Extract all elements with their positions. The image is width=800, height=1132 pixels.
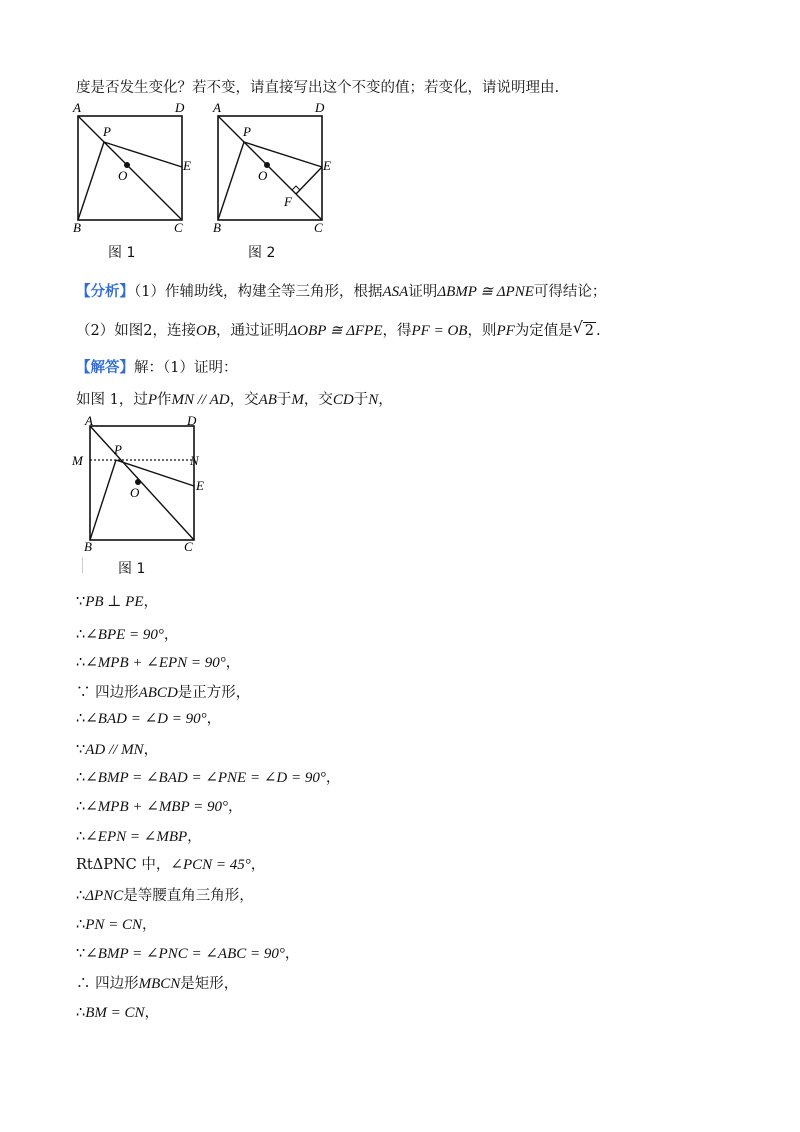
fig2-label-E: E <box>323 158 331 173</box>
fig3-label-D: D <box>187 414 197 428</box>
divider-mark <box>82 557 83 573</box>
proof-step: RtΔPNC 中，∠PCN = 45°， <box>76 857 266 873</box>
proof-step: ∴∠EPN = ∠MBP， <box>76 829 202 845</box>
fig1-label-D: D <box>175 100 185 115</box>
fig2-label-D: D <box>315 100 325 115</box>
fig2-caption: 图 2 <box>248 245 276 261</box>
fig3-label-A: A <box>85 414 93 428</box>
proof-step: ∵PB ⊥ PE， <box>76 594 158 610</box>
fig3-label-E: E <box>196 478 204 493</box>
fig1-label-O: O <box>118 168 128 183</box>
analysis-line-2: （2）如图2，连接OB，通过证明ΔOBP ≅ ΔFPE，得PF = OB，则PF为定值是 √ 2 . <box>76 318 601 339</box>
fig1-caption: 图 1 <box>108 245 136 261</box>
fig2-label-B: B <box>213 220 221 235</box>
fig3-caption: 图 1 <box>118 561 146 577</box>
fig1-label-P: P <box>103 124 111 139</box>
fig3-label-O: O <box>130 485 140 500</box>
proof-step: ∴∠MPB + ∠EPN = 90°， <box>76 655 241 671</box>
proof-step: ∴PN = CN， <box>76 917 157 933</box>
answer-line-2: 如图 1，过P作MN // AD，交AB于M，交CD于N， <box>76 392 393 408</box>
sqrt-two: √ 2 <box>572 318 595 339</box>
proof-step: ∵ 四边形ABCD是正方形， <box>76 685 251 701</box>
proof-step: ∴∠MPB + ∠MBP = 90°， <box>76 799 243 815</box>
fig1-label-C: C <box>174 220 183 235</box>
figure-2 <box>210 98 340 238</box>
fig2-label-C: C <box>314 220 323 235</box>
proof-step: ∵∠BMP = ∠PNC = ∠ABC = 90°， <box>76 946 300 962</box>
answer-tag: 【解答】 <box>76 359 134 376</box>
proof-step: ∴∠BAD = ∠D = 90°， <box>76 711 222 727</box>
fig3-label-B: B <box>84 539 92 554</box>
answer-line-1: 【解答】解：（1）证明： <box>76 359 238 376</box>
proof-step: ∴∠BMP = ∠BAD = ∠PNE = ∠D = 90°， <box>76 770 341 786</box>
figure-3 <box>70 414 220 554</box>
fig2-label-A: A <box>213 100 221 115</box>
proof-step: ∵AD // MN， <box>76 742 159 758</box>
fig2-label-F: F <box>284 194 292 209</box>
proof-step: ∴ 四边形MBCN是矩形， <box>76 976 239 992</box>
analysis-tag: 【分析】 <box>76 283 134 300</box>
fig3-label-P: P <box>114 442 122 457</box>
fig1-label-A: A <box>73 100 81 115</box>
fig3-label-M: M <box>72 453 83 468</box>
fig2-label-P: P <box>243 124 251 139</box>
figure-1 <box>70 98 200 238</box>
fig1-label-B: B <box>73 220 81 235</box>
analysis-line-1: 【分析】（1）作辅助线，构建全等三角形，根据ASA证明ΔBMP ≅ ΔPNE可得结论； <box>76 283 607 300</box>
fig3-label-N: N <box>190 453 199 468</box>
fig1-label-E: E <box>183 158 191 173</box>
intro-text: 度是否发生变化？若不变，请直接写出这个不变的值；若变化，请说明理由. <box>76 80 560 96</box>
proof-step: ∴ΔPNC是等腰直角三角形， <box>76 888 254 904</box>
proof-step: ∴BM = CN， <box>76 1005 160 1021</box>
proof-step: ∴∠BPE = 90°， <box>76 627 179 643</box>
fig3-label-C: C <box>184 539 193 554</box>
fig2-label-O: O <box>258 168 268 183</box>
